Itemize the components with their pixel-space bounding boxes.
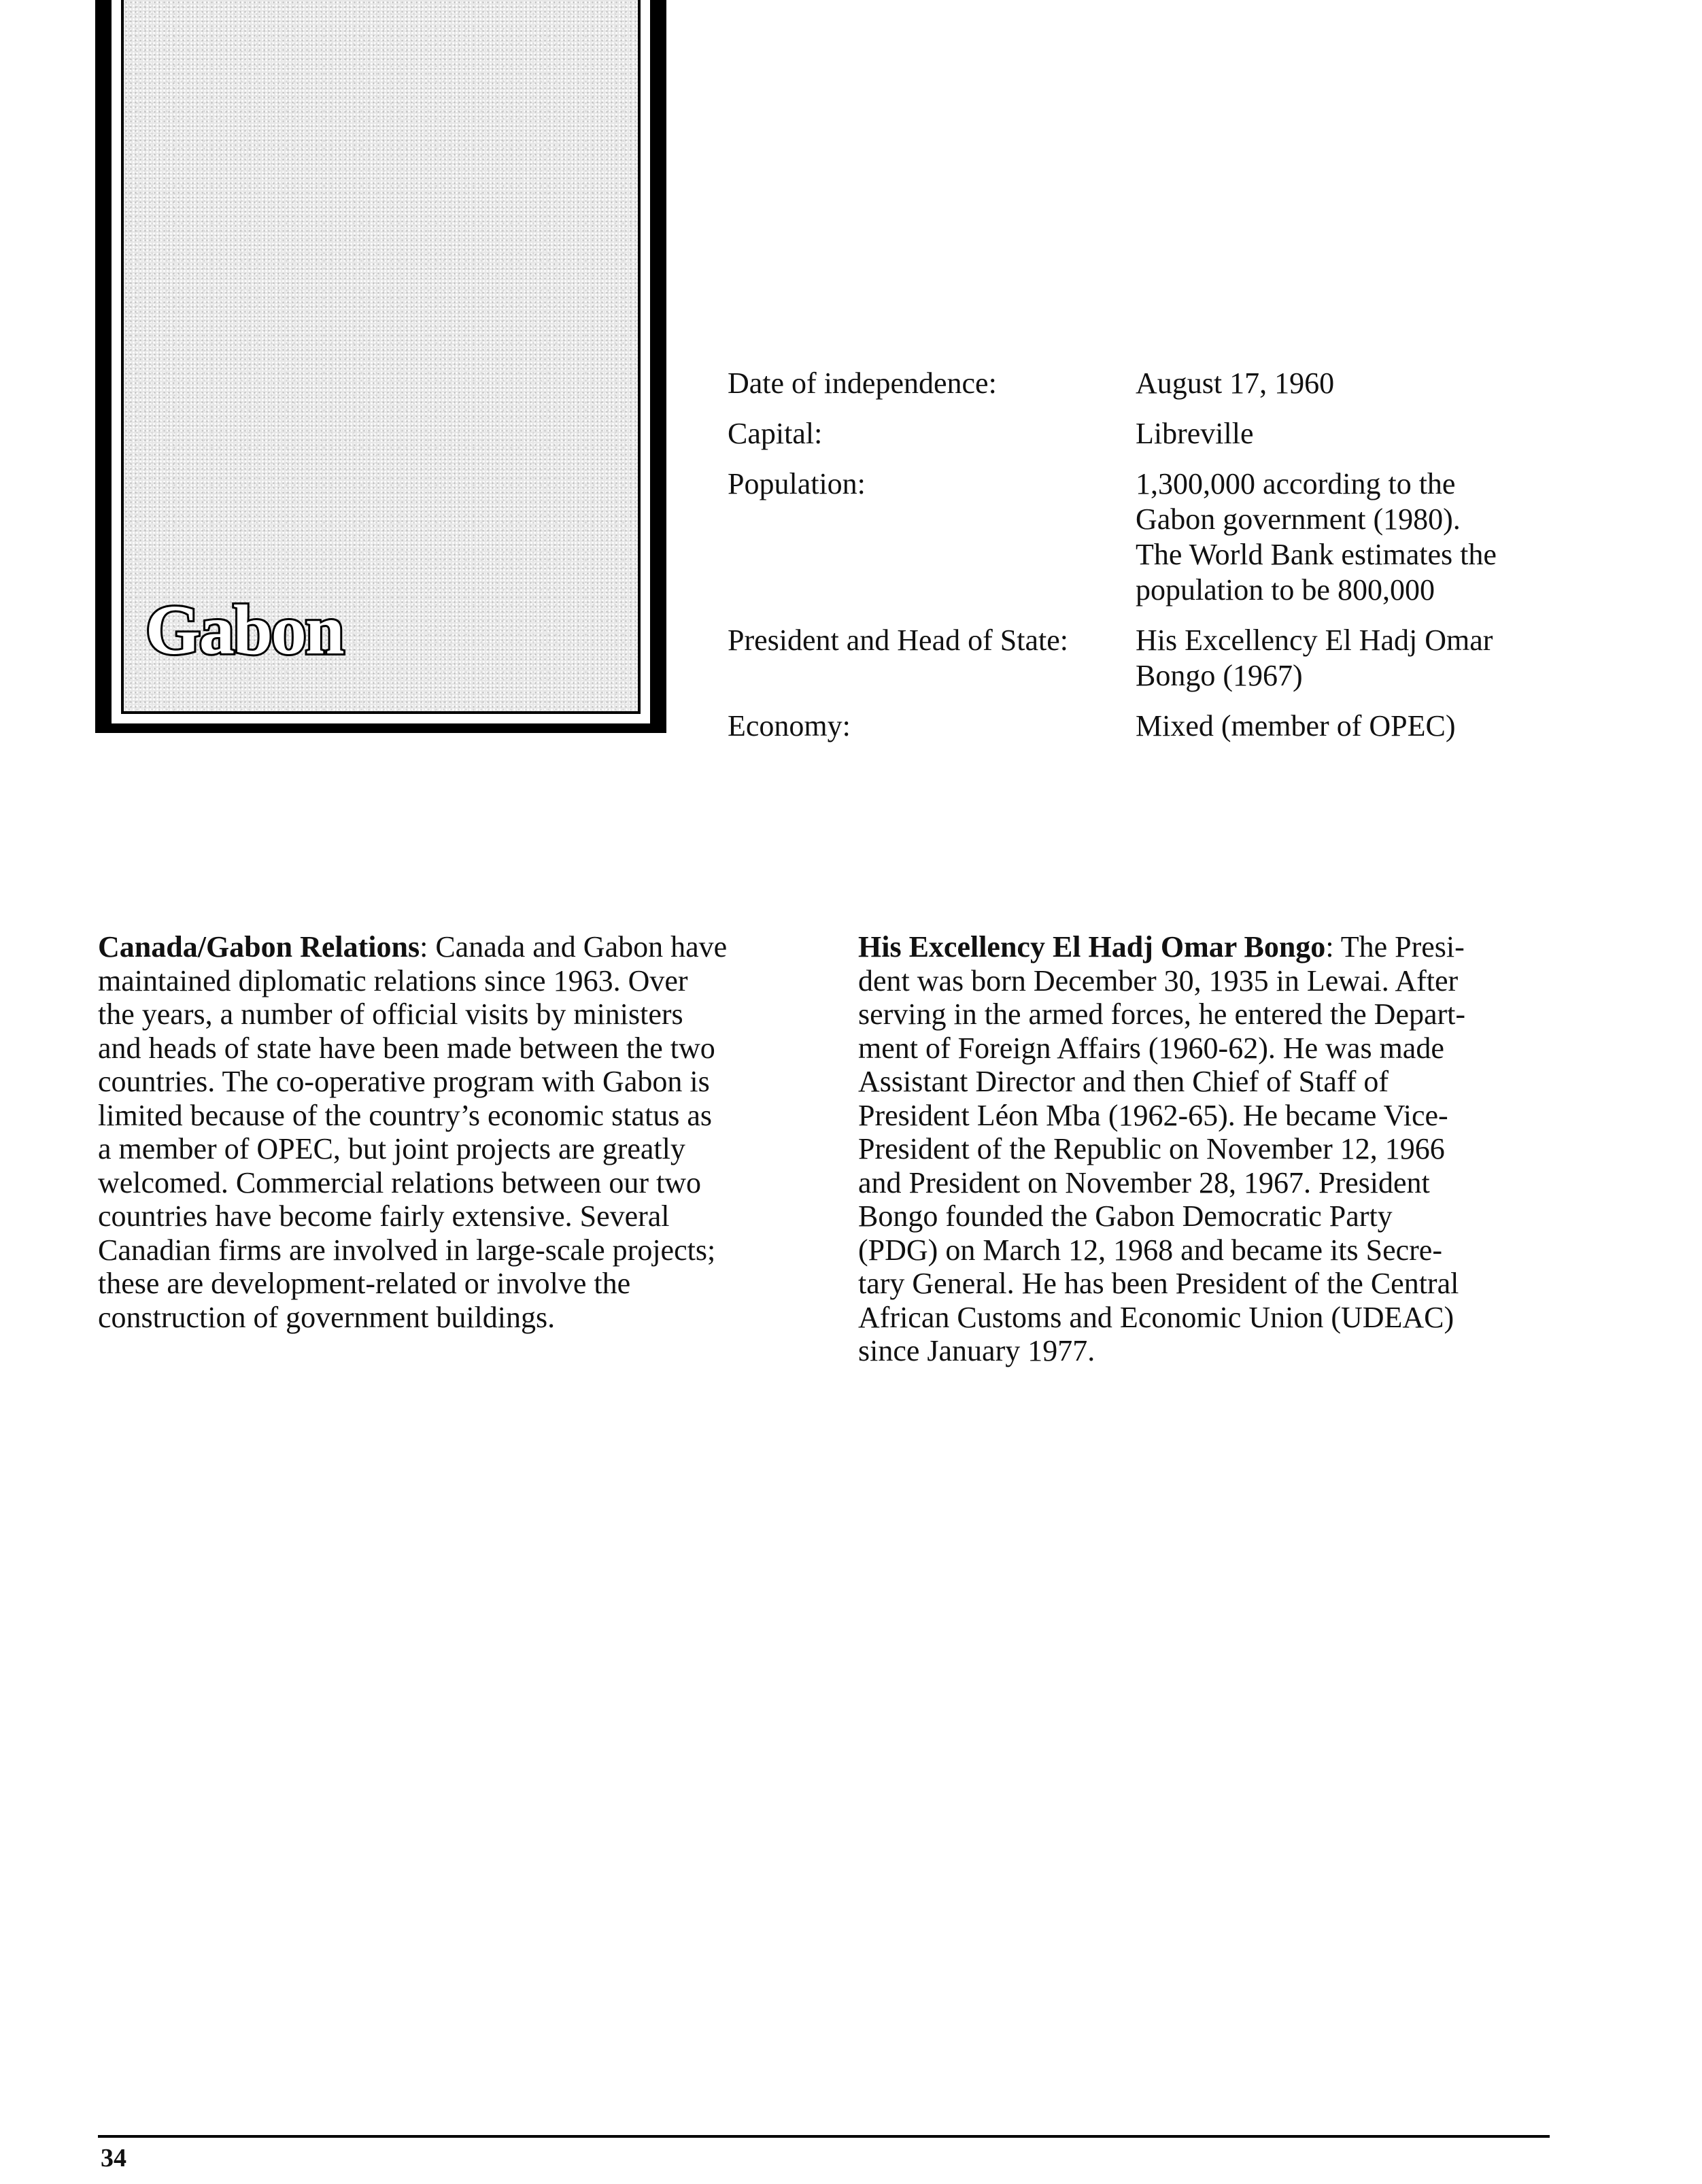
country-facts [728, 366, 1571, 759]
fact-label: Economy: [728, 709, 851, 743]
fact-label: Capital: [728, 417, 823, 450]
fact-value: 1,300,000 according to the Gabon government (1980). The World Bank estimates the population to be 800,000 [1136, 467, 1497, 607]
paragraph-line: these are development-related or involve the [98, 1267, 631, 1300]
paragraph-line: countries have become fairly extensive. Several [98, 1199, 670, 1233]
paragraph-line: serving in the armed forces, he entered the Depart- [858, 997, 1466, 1031]
fact-label: Date of independence: [728, 366, 997, 400]
relations-heading: Canada/Gabon Relations [98, 930, 420, 963]
paragraph-line: countries. The co-operative program with Gabon is [98, 1065, 710, 1098]
fact-label: President and Head of State: [728, 624, 1068, 657]
paragraph-line: limited because of the country’s economic status as [98, 1098, 712, 1132]
president-section [858, 930, 1555, 1368]
paragraph-line [98, 930, 795, 964]
paragraph-line: President of the Republic on November 12, 1966 [858, 1132, 1445, 1165]
paragraph-line: maintained diplomatic relations since 1963. Over [98, 963, 688, 997]
paragraph-line: Bongo founded the Gabon Democratic Party [858, 1199, 1393, 1233]
paragraph-line: Assistant Director and then Chief of Staff of [858, 1065, 1389, 1098]
paragraph-line: (PDG) on March 12, 1968 and became its Secre- [858, 1233, 1442, 1267]
relations-section [98, 930, 795, 1334]
paragraph-line: construction of government buildings. [98, 1300, 556, 1334]
fact-label: Population: [728, 467, 866, 500]
title-box [95, 0, 666, 733]
paragraph-line: dent was born December 30, 1935 in Lewai. After [858, 963, 1459, 997]
paragraph-line: and heads of state have been made between the two [98, 1031, 715, 1065]
fact-value: Mixed (member of OPEC) [1136, 709, 1456, 743]
fact-president [728, 623, 1571, 694]
paragraph-line: ment of Foreign Affairs (1960-62). He was made [858, 1031, 1444, 1065]
paragraph-line: President Léon Mba (1962-65). He became Vice- [858, 1098, 1448, 1132]
fact-independence [728, 366, 1571, 401]
paragraph-line: a member of OPEC, but joint projects are greatly [98, 1132, 685, 1165]
paragraph-line: the years, a number of official visits by ministers [98, 997, 683, 1031]
fact-capital [728, 416, 1571, 451]
paragraph-line: since January 1977. [858, 1334, 1095, 1367]
fact-value: Libreville [1136, 417, 1254, 450]
fact-value: His Excellency El Hadj Omar Bongo (1967) [1136, 624, 1493, 692]
fact-economy [728, 709, 1571, 744]
paragraph-line: and President on November 28, 1967. President [858, 1165, 1430, 1199]
paragraph-line: African Customs and Economic Union (UDEAC) [858, 1300, 1454, 1334]
paragraph-text: : The Presi- [1325, 930, 1465, 963]
footer-rule [98, 2135, 1550, 2138]
president-heading: His Excellency El Hadj Omar Bongo [858, 930, 1326, 963]
paragraph-line: tary General. He has been President of the Central [858, 1267, 1459, 1300]
paragraph-line: welcomed. Commercial relations between our two [98, 1165, 702, 1199]
fact-value: August 17, 1960 [1136, 366, 1335, 400]
fact-population [728, 466, 1571, 608]
paragraph-text: : Canada and Gabon have [420, 930, 728, 963]
paragraph-line: Canadian firms are involved in large-scale projects; [98, 1233, 716, 1267]
country-title: Gabon [146, 591, 343, 669]
paragraph-line [858, 930, 1555, 964]
page-number: 34 [101, 2144, 126, 2172]
